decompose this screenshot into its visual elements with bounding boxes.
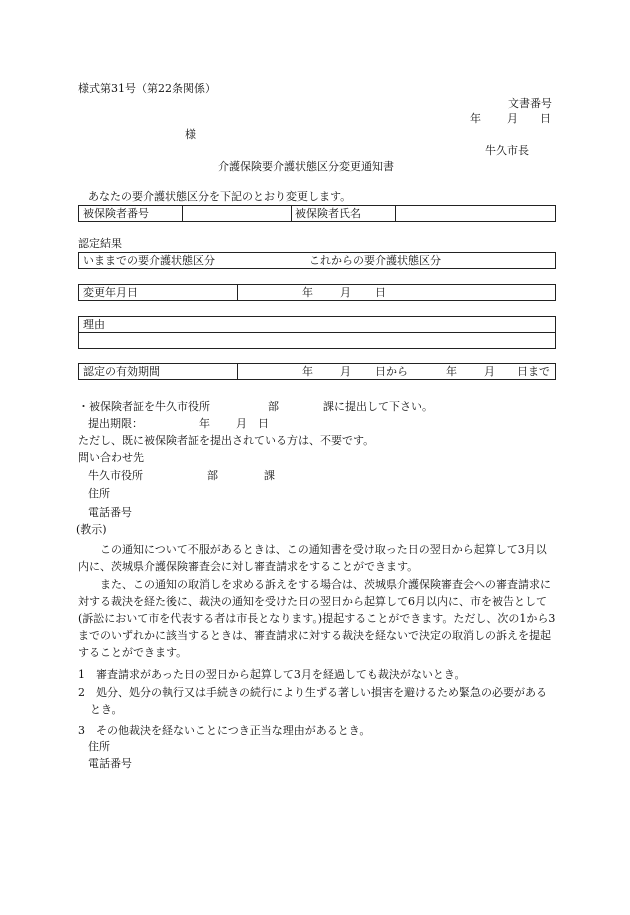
instruction-paragraph-1: この通知について不服があるときは、この通知書を受け取った日の翌日から起算して3月以内に、茨城県介護保険審査会に対し審査請求をすることができます。 <box>78 543 547 573</box>
insured-number-label: 被保険者番号 <box>83 207 149 220</box>
validity-start-day: 日から <box>375 365 408 378</box>
date-year-label: 年 <box>470 112 481 125</box>
issuer-name: 牛久市長 <box>485 144 529 157</box>
submit-note: ただし、既に被保険者証を提出されている方は、不要です。 <box>78 434 375 447</box>
validity-start-year: 年 <box>302 365 313 378</box>
cell-divider <box>291 206 292 221</box>
validity-end-year: 年 <box>446 365 457 378</box>
cell-divider <box>395 206 396 221</box>
document-title: 介護保険要介護状態区分変更通知書 <box>218 160 394 173</box>
form-number: 様式第31号（第22条関係） <box>78 82 216 95</box>
submit-instruction-office: ・被保険者証を牛久市役所 <box>78 400 210 413</box>
instruction-item-2: 2 処分、処分の執行又は手続きの続行により生ずる著しい損害を避けるため緊急の必要があるとき。 <box>78 686 547 716</box>
instruction-item-1: 1 審査請求があった日の翌日から起算して3月を経過しても裁決がないとき。 <box>78 668 466 681</box>
instruction-paragraph-2: また、この通知の取消しを求める訴えをする場合は、茨城県介護保険審査会への審査請求に対する裁決を経た後に、裁決の通知を受けた日の翌日から起算して6月以内に、市を被告として(訴訟において市を代表する者は市長となります。)提起することができます。ただし、次の1から3までのいずれかに該当するときは、審査請求に対する裁決を経ないで決定の取消しの訴えを提起することができます。 <box>78 578 556 659</box>
reason-label: 理由 <box>83 318 105 331</box>
change-date-day: 日 <box>375 286 386 299</box>
change-date-label: 変更年月日 <box>83 286 138 299</box>
cell-divider <box>182 206 183 221</box>
document-number-label: 文書番号 <box>508 97 552 110</box>
validity-end-day: 日まで <box>517 365 550 378</box>
instruction-address-label: 住所 <box>88 740 110 753</box>
submit-instruction-section: 課に提出して下さい。 <box>323 400 433 413</box>
contact-heading: 問い合わせ先 <box>78 451 144 464</box>
contact-section: 課 <box>264 469 275 482</box>
date-day-label: 日 <box>540 112 551 125</box>
row-divider <box>79 332 555 333</box>
cell-divider <box>237 285 238 300</box>
change-date-month: 月 <box>340 286 351 299</box>
deadline-year: 年 <box>199 417 210 430</box>
previous-care-level-label: いままでの要介護状態区分 <box>83 254 215 267</box>
change-date-year: 年 <box>302 286 313 299</box>
instruction-item-3: 3 その他裁決を経ないことにつき正当な理由があるとき。 <box>78 724 371 737</box>
submit-instruction-dept: 部 <box>268 400 279 413</box>
result-table <box>78 252 556 269</box>
deadline-month: 月 <box>236 417 247 430</box>
contact-office: 牛久市役所 <box>88 469 143 482</box>
result-heading: 認定結果 <box>78 237 122 250</box>
contact-dept: 部 <box>207 469 218 482</box>
deadline-label: 提出期限： <box>88 417 143 430</box>
date-month-label: 月 <box>507 112 518 125</box>
instruction-heading: (教示) <box>76 523 107 536</box>
insured-table <box>78 205 556 222</box>
instruction-phone-label: 電話番号 <box>88 757 132 770</box>
new-care-level-label: これからの要介護状態区分 <box>309 254 441 267</box>
validity-start-month: 月 <box>340 365 351 378</box>
contact-phone-label: 電話番号 <box>88 506 132 519</box>
validity-end-month: 月 <box>484 365 495 378</box>
addressee-suffix: 様 <box>185 128 196 141</box>
cell-divider <box>237 364 238 379</box>
validity-label: 認定の有効期間 <box>83 365 160 378</box>
insured-name-label: 被保険者氏名 <box>295 207 361 220</box>
validity-table <box>78 363 556 380</box>
intro-text: あなたの要介護状態区分を下記のとおり変更します。 <box>88 190 352 203</box>
deadline-day: 日 <box>258 417 269 430</box>
change-date-table <box>78 284 556 301</box>
reason-table <box>78 316 556 349</box>
contact-address-label: 住所 <box>88 487 110 500</box>
